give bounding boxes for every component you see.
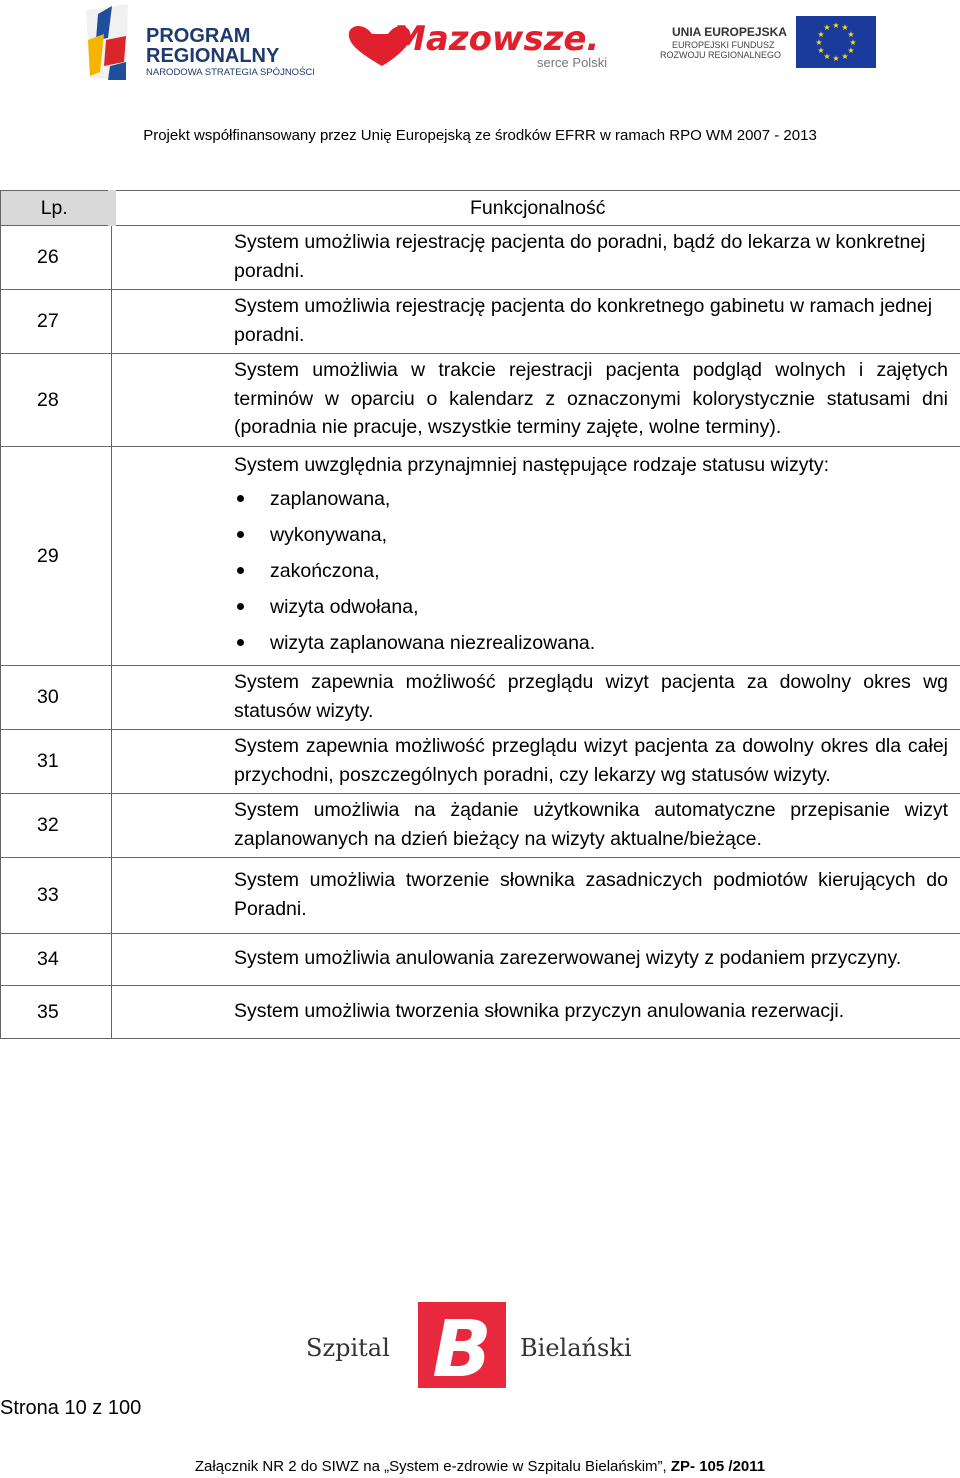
svg-text:B: B bbox=[432, 1305, 492, 1390]
table-row bbox=[1, 858, 960, 934]
row-number: 27 bbox=[1, 290, 112, 354]
table-row bbox=[1, 354, 960, 447]
svg-text:ROZWOJU REGIONALNEGO: ROZWOJU REGIONALNEGO bbox=[660, 50, 782, 60]
row-number: 26 bbox=[1, 226, 112, 290]
row-number: 29 bbox=[1, 447, 112, 666]
list-item: zaplanowana, bbox=[234, 481, 948, 517]
svg-text:serce Polski: serce Polski bbox=[537, 55, 608, 70]
svg-text:★: ★ bbox=[832, 54, 840, 63]
eu-logo bbox=[660, 16, 876, 68]
row-description: System umożliwia na żądanie użytkownika automatyczne przepisanie wizyt zaplanowanych na dzień bieżący na wizyty aktualne/bieżące. bbox=[112, 794, 960, 858]
svg-text:★: ★ bbox=[841, 23, 849, 32]
row-number: 32 bbox=[1, 794, 112, 858]
svg-text:★: ★ bbox=[823, 52, 831, 61]
project-cofinancing-note: Projekt współfinansowany przez Unię Europejską ze środków EFRR w ramach RPO WM 2007 - 2013 bbox=[143, 127, 817, 144]
footer-attachment-note bbox=[0, 1458, 960, 1475]
status-list bbox=[234, 481, 948, 661]
table-row bbox=[1, 934, 960, 986]
svg-text:★: ★ bbox=[815, 38, 823, 47]
row-number: 33 bbox=[1, 858, 112, 934]
table-row bbox=[1, 290, 960, 354]
svg-text:★: ★ bbox=[849, 38, 857, 47]
svg-text:NARODOWA STRATEGIA SPÓJNOŚCI: NARODOWA STRATEGIA SPÓJNOŚCI bbox=[146, 67, 315, 78]
svg-text:★: ★ bbox=[841, 52, 849, 61]
row-description: System umożliwia rejestrację pacjenta do konkretnego gabinetu w ramach jednej poradni. bbox=[112, 290, 960, 354]
row-number: 31 bbox=[1, 730, 112, 794]
svg-text:★: ★ bbox=[847, 46, 855, 55]
table-row bbox=[1, 666, 960, 730]
column-header-functionality: Funkcjonalność bbox=[112, 191, 960, 226]
svg-text:★: ★ bbox=[823, 23, 831, 32]
status-intro: System uwzględnia przynajmniej następujące rodzaje statusu wizyty: bbox=[234, 454, 830, 476]
svg-text:★: ★ bbox=[817, 46, 825, 55]
table-row bbox=[1, 447, 960, 666]
row-number: 35 bbox=[1, 986, 112, 1039]
row-description: System zapewnia możliwość przeglądu wizyt pacjenta za dowolny okres wg statusów wizyty. bbox=[112, 666, 960, 730]
svg-text:EUROPEJSKI FUNDUSZ: EUROPEJSKI FUNDUSZ bbox=[672, 40, 775, 50]
row-description: System umożliwia tworzenie słownika zasadniczych podmiotów kierujących do Poradni. bbox=[112, 858, 960, 934]
svg-text:Mazowsze.: Mazowsze. bbox=[392, 19, 600, 59]
program-regionalny-logo bbox=[86, 4, 315, 80]
table-header-row bbox=[1, 191, 960, 226]
svg-text:★: ★ bbox=[817, 30, 825, 39]
row-description bbox=[112, 447, 960, 666]
page-number: Strona 10 z 100 bbox=[0, 1397, 142, 1419]
row-description: System umożliwia anulowania zarezerwowanej wizyty z podaniem przyczyny. bbox=[112, 934, 960, 986]
list-item: zakończona, bbox=[234, 553, 948, 589]
table-row bbox=[1, 986, 960, 1039]
svg-text:Bielański: Bielański bbox=[520, 1334, 632, 1362]
szpital-bielanski-logo bbox=[300, 1300, 660, 1390]
functionality-table bbox=[0, 190, 960, 1039]
footer-note-ref: ZP- 105 /2011 bbox=[670, 1458, 766, 1475]
svg-text:Szpital: Szpital bbox=[306, 1334, 390, 1362]
row-description: System umożliwia w trakcie rejestracji pacjenta podgląd wolnych i zajętych terminów w oparciu o kalendarz z oznaczonymi kolorystycznie statusami dni (poradnia nie pracuje, wszystkie terminy zajęte, wolne terminy). bbox=[112, 354, 960, 447]
mazowsze-logo bbox=[349, 19, 607, 70]
table-row bbox=[1, 730, 960, 794]
table-row bbox=[1, 794, 960, 858]
svg-text:PROGRAM: PROGRAM bbox=[146, 25, 251, 47]
row-number: 28 bbox=[1, 354, 112, 447]
svg-text:UNIA EUROPEJSKA: UNIA EUROPEJSKA bbox=[672, 25, 787, 39]
svg-text:REGIONALNY: REGIONALNY bbox=[146, 45, 280, 67]
row-number: 34 bbox=[1, 934, 112, 986]
row-number: 30 bbox=[1, 666, 112, 730]
row-description: System umożliwia tworzenia słownika przyczyn anulowania rezerwacji. bbox=[112, 986, 960, 1039]
column-header-lp: Lp. bbox=[1, 191, 112, 226]
list-item: wykonywana, bbox=[234, 517, 948, 553]
svg-text:★: ★ bbox=[832, 21, 840, 30]
svg-text:★: ★ bbox=[847, 30, 855, 39]
header-logos bbox=[0, 0, 960, 90]
table-row bbox=[1, 226, 960, 290]
row-description: System umożliwia rejestrację pacjenta do poradni, bądź do lekarza w konkretnej poradni. bbox=[112, 226, 960, 290]
footer-note-text: Załącznik NR 2 do SIWZ na „System e-zdrowie w Szpitalu Bielańskim”, bbox=[194, 1458, 671, 1475]
list-item: wizyta zaplanowana niezrealizowana. bbox=[234, 625, 948, 661]
row-description: System zapewnia możliwość przeglądu wizyt pacjenta za dowolny okres dla całej przychodni, poszczególnych poradni, czy lekarzy wg statusów wizyty. bbox=[112, 730, 960, 794]
list-item: wizyta odwołana, bbox=[234, 589, 948, 625]
